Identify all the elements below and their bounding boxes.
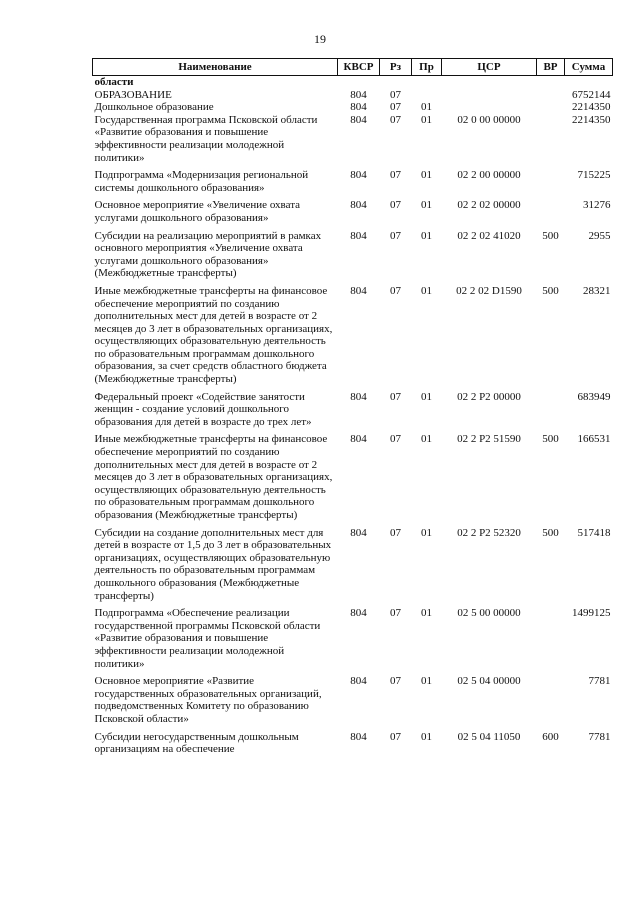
row-rz: 07 — [390, 433, 401, 446]
row-csr: 02 0 00 00000 — [457, 113, 521, 126]
row-sum: 31276 — [583, 199, 611, 212]
row-name: Основное мероприятие «Развитие государственных образовательных организаций, подведомственных Комитету по образованию Псковской области» — [94, 675, 322, 725]
row-csr: 02 2 P2 52320 — [457, 526, 521, 539]
row-rz: 07 — [390, 675, 401, 688]
header-csr: ЦСР — [442, 59, 537, 76]
header-name: Наименование — [93, 59, 338, 76]
row-sum: 28321 — [583, 284, 611, 297]
row-csr — [442, 76, 537, 89]
row-kvsr: 804 — [350, 88, 367, 101]
row-pr: 01 — [421, 101, 432, 114]
row-vr — [537, 89, 565, 102]
row-vr: 500 — [542, 229, 559, 242]
row-rz: 07 — [390, 607, 401, 620]
row-kvsr: 804 — [350, 607, 367, 620]
row-rz: 07 — [390, 229, 401, 242]
row-vr: 500 — [542, 526, 559, 539]
table-row — [93, 726, 613, 756]
row-sum: 7781 — [588, 730, 611, 743]
row-vr — [537, 194, 565, 224]
row-kvsr: 804 — [350, 730, 367, 743]
row-pr: 01 — [421, 730, 432, 743]
row-csr: 02 2 02 D1590 — [456, 284, 522, 297]
row-pr: 01 — [421, 526, 432, 539]
row-name: Иные межбюджетные трансферты на финансовое обеспечение мероприятий по созданию дополнительных мест для детей в возрасте от 2 месяцев до 3 лет в образовательных организациях, осуществляющих образовательную деятельность по образовательным программам дошкольного образования (Межбюджетные трансферты) — [94, 433, 333, 521]
table-row — [93, 428, 613, 521]
row-rz: 07 — [390, 730, 401, 743]
row-name: Субсидии на реализацию мероприятий в рамках основного мероприятия «Увеличение охвата услугами дошкольного образования» (Межбюджетные трансферты) — [94, 229, 322, 280]
row-csr — [442, 101, 537, 114]
row-name: Субсидии на создание дополнительных мест для детей в возрасте от 1,5 до 3 лет в образовательных организациях, осуществляющих образовательную деятельность по образовательным программам дошкольного образования (Межбюджетные трансферты) — [94, 526, 332, 602]
table-row — [93, 101, 613, 114]
row-sum: 166531 — [577, 433, 611, 446]
header-kvsr: КВСР — [338, 59, 380, 76]
row-sum: 517418 — [577, 526, 611, 539]
row-csr: 02 2 02 41020 — [457, 229, 521, 242]
budget-table — [92, 58, 613, 756]
row-name: Подпрограмма «Обеспечение реализации государственной программы Псковской области «Развитие образования и повышение эффективности реализации молодежной политики» — [94, 607, 321, 670]
row-rz: 07 — [390, 199, 401, 212]
row-sum: 2214350 — [572, 113, 611, 126]
row-pr: 01 — [421, 169, 432, 182]
row-csr — [442, 89, 537, 102]
row-rz: 07 — [390, 169, 401, 182]
row-sum: 7781 — [588, 675, 611, 688]
row-rz: 07 — [390, 88, 401, 101]
row-rz: 07 — [390, 526, 401, 539]
row-kvsr: 804 — [350, 390, 367, 403]
row-sum: 715225 — [577, 169, 611, 182]
row-name: Дошкольное образование — [94, 101, 214, 114]
row-vr: 600 — [542, 730, 559, 743]
row-pr: 01 — [421, 113, 432, 126]
table-row — [93, 280, 613, 386]
row-vr — [537, 101, 565, 114]
table-row — [93, 76, 613, 89]
row-rz: 07 — [390, 284, 401, 297]
row-csr: 02 2 P2 51590 — [457, 433, 521, 446]
row-sum — [565, 76, 613, 89]
row-pr: 01 — [421, 675, 432, 688]
row-csr: 02 2 02 00000 — [457, 199, 521, 212]
row-pr — [412, 89, 442, 102]
row-rz: 07 — [390, 113, 401, 126]
row-pr — [412, 76, 442, 89]
header-rz: Рз — [380, 59, 412, 76]
row-pr: 01 — [421, 229, 432, 242]
row-name: Подпрограмма «Модернизация региональной системы дошкольного образования» — [94, 169, 309, 194]
row-csr: 02 5 04 00000 — [457, 675, 521, 688]
row-kvsr: 804 — [350, 101, 367, 114]
table-row — [93, 194, 613, 224]
row-name: Основное мероприятие «Увеличение охвата услугами дошкольного образования» — [94, 199, 301, 224]
row-name: ОБРАЗОВАНИЕ — [94, 88, 172, 101]
table-row — [93, 386, 613, 429]
row-kvsr: 804 — [350, 229, 367, 242]
row-kvsr — [338, 76, 380, 89]
row-csr: 02 2 00 00000 — [457, 169, 521, 182]
row-vr: 500 — [542, 284, 559, 297]
row-csr: 02 5 04 11050 — [457, 730, 521, 743]
row-vr — [537, 114, 565, 164]
row-kvsr: 804 — [350, 284, 367, 297]
row-name: области — [94, 76, 134, 88]
row-pr: 01 — [421, 284, 432, 297]
row-kvsr: 804 — [350, 675, 367, 688]
row-pr: 01 — [421, 607, 432, 620]
row-sum: 2955 — [588, 229, 611, 242]
row-csr: 02 5 00 00000 — [457, 607, 521, 620]
row-vr — [537, 164, 565, 194]
row-name: Иные межбюджетные трансферты на финансовое обеспечение мероприятий по созданию дополнительных мест для детей в возрасте от 2 месяцев до 3 лет в образовательных организациях, осуществляющих образовательную деятельность по образовательным программам дошкольного образования, за счет средств областного бюджета (Межбюджетные трансферты) — [94, 284, 333, 386]
table-row — [93, 522, 613, 603]
row-vr: 500 — [542, 433, 559, 446]
row-kvsr: 804 — [350, 526, 367, 539]
row-csr: 02 2 P2 00000 — [457, 390, 521, 403]
table-row — [93, 164, 613, 194]
budget-table-container — [92, 58, 612, 756]
row-kvsr: 804 — [350, 433, 367, 446]
row-pr: 01 — [421, 199, 432, 212]
row-pr: 01 — [421, 390, 432, 403]
header-sum: Сумма — [565, 59, 613, 76]
table-row — [93, 602, 613, 670]
row-kvsr: 804 — [350, 113, 367, 126]
table-row — [93, 89, 613, 102]
row-sum: 1499125 — [572, 607, 611, 620]
page-number: 19 — [314, 32, 326, 46]
row-sum: 6752144 — [572, 88, 611, 101]
row-vr — [537, 386, 565, 429]
row-name: Государственная программа Псковской области «Развитие образования и повышение эффективности реализации молодежной политики» — [94, 113, 318, 164]
row-rz: 07 — [390, 390, 401, 403]
row-name: Федеральный проект «Содействие занятости женщин - создание условий дошкольного образования для детей в возрасте до трех лет» — [94, 390, 312, 428]
table-row — [93, 114, 613, 164]
table-row — [93, 670, 613, 725]
table-header-row — [93, 59, 613, 76]
header-vr: ВР — [537, 59, 565, 76]
row-sum: 683949 — [577, 390, 611, 403]
row-vr — [537, 670, 565, 725]
row-name: Субсидии негосударственным дошкольным организациям на обеспечение — [94, 730, 299, 756]
header-pr: Пр — [412, 59, 442, 76]
row-kvsr: 804 — [350, 169, 367, 182]
row-rz: 07 — [390, 101, 401, 114]
row-vr — [537, 76, 565, 89]
row-vr — [537, 602, 565, 670]
table-row — [93, 225, 613, 280]
row-sum: 2214350 — [572, 101, 611, 114]
row-rz — [380, 76, 412, 89]
row-pr: 01 — [421, 433, 432, 446]
row-kvsr: 804 — [350, 199, 367, 212]
